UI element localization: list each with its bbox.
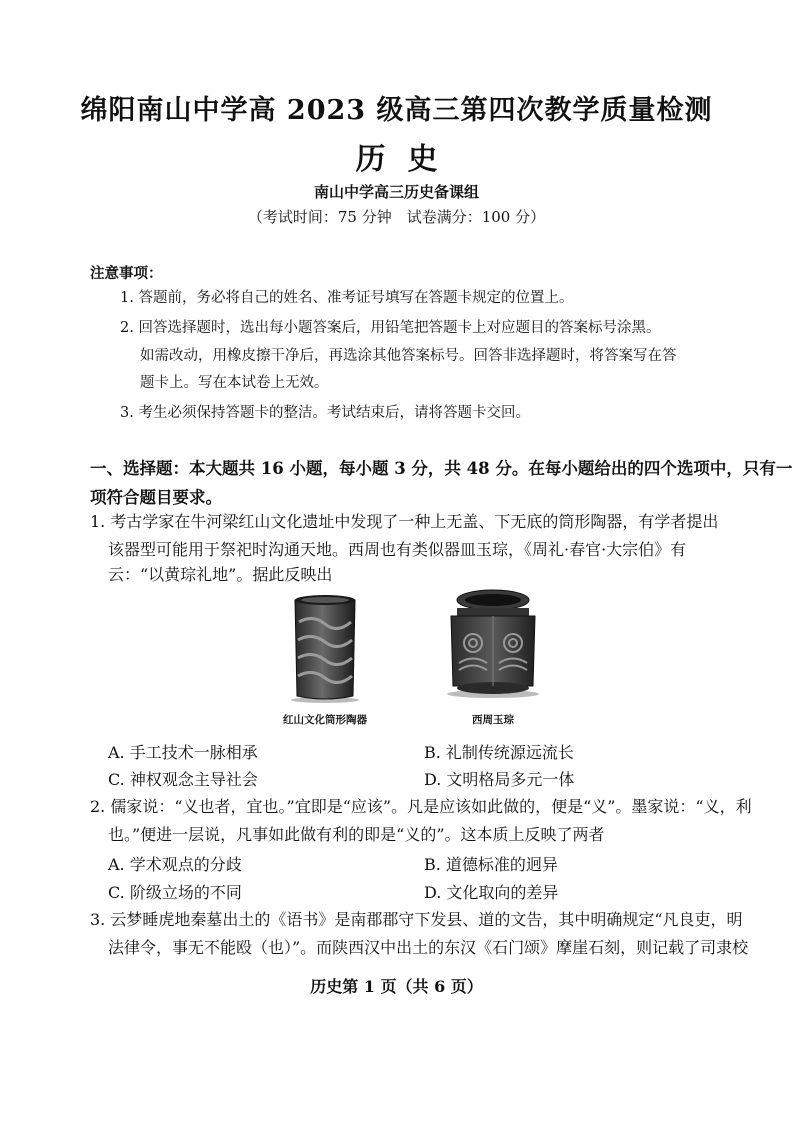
q2-option-a: A. 学术观点的分歧 bbox=[108, 855, 242, 874]
question-1-text: 云：“以黄琮礼地”。据此反映出 bbox=[108, 565, 333, 584]
question-2-text: 2. 儒家说：“义也者，宜也。”宜即是“应该”。凡是应该如此做的，便是“义”。墨家说：“义，利 bbox=[90, 797, 752, 816]
notice-heading: 注意事项： bbox=[90, 265, 163, 282]
subject-title: 历史 bbox=[355, 142, 460, 177]
question-1-text: 该器型可能用于祭祀时沟通天地。西周也有类似器皿玉琮，《周礼·春官·大宗伯》有 bbox=[108, 540, 687, 559]
question-2-text: 也。”便进一层说，凡事如此做有利的即是“义的”。这本质上反映了两者 bbox=[108, 825, 605, 844]
exam-time-info: （考试时间：75 分钟 试卷满分：100 分） bbox=[247, 208, 546, 226]
question-3-text: 3. 云梦睡虎地秦墓出土的《语书》是南郡郡守下发县、道的文告，其中明确规定“凡良吏，明 bbox=[90, 910, 743, 929]
q1-option-d: D. 文明格局多元一体 bbox=[424, 770, 575, 789]
notice-item-continued: 如需改动，用橡皮擦干净后，再选涂其他答案标号。回答非选择题时，将答案写在答 bbox=[140, 348, 677, 364]
section-heading: 一、选择题：本大题共 16 小题，每小题 3 分，共 48 分。在每小题给出的四个选项中，只有一 bbox=[90, 459, 793, 478]
notice-item: 2. 回答选择题时，选出每小题答案后，用铅笔把答题卡上对应题目的答案标号涂黑。 bbox=[120, 320, 661, 336]
question-1-text: 1. 考古学家在牛河梁红山文化遗址中发现了一种上无盖、下无底的筒形陶器，有学者提出 bbox=[90, 512, 719, 531]
caption-hongshan-pottery: 红山文化筒形陶器 bbox=[283, 714, 367, 726]
zhou-jade-cong-image bbox=[443, 588, 543, 700]
notice-item: 3. 考生必须保持答题卡的整洁。考试结束后，请将答题卡交回。 bbox=[120, 405, 530, 421]
caption-zhou-cong: 西周玉琮 bbox=[472, 714, 514, 726]
notice-item-continued: 题卡上。写在本试卷上无效。 bbox=[140, 375, 329, 391]
hongshan-pottery-image bbox=[285, 592, 365, 704]
question-3-text: 法律令，事无不能殴（也）”。而陕西汉中出土的东汉《石门颂》摩崖石刻，则记载了司隶校 bbox=[108, 938, 749, 957]
q2-option-b: B. 道德标准的迥异 bbox=[424, 855, 558, 874]
exam-title: 绵阳南山中学高 2023 级高三第四次教学质量检测 bbox=[80, 95, 713, 126]
q1-option-c: C. 神权观念主导社会 bbox=[108, 770, 258, 789]
prep-group: 南山中学高三历史备课组 bbox=[313, 183, 479, 201]
q1-option-a: A. 手工技术一脉相承 bbox=[108, 743, 258, 762]
notice-item: 1. 答题前，务必将自己的姓名、准考证号填写在答题卡规定的位置上。 bbox=[120, 290, 574, 306]
page-footer: 历史第 1 页（共 6 页） bbox=[310, 977, 483, 996]
q2-option-c: C. 阶级立场的不同 bbox=[108, 883, 242, 902]
q2-option-d: D. 文化取向的差异 bbox=[424, 883, 559, 902]
section-heading-continued: 项符合题目要求。 bbox=[90, 488, 222, 507]
q1-option-b: B. 礼制传统源远流长 bbox=[424, 743, 574, 762]
